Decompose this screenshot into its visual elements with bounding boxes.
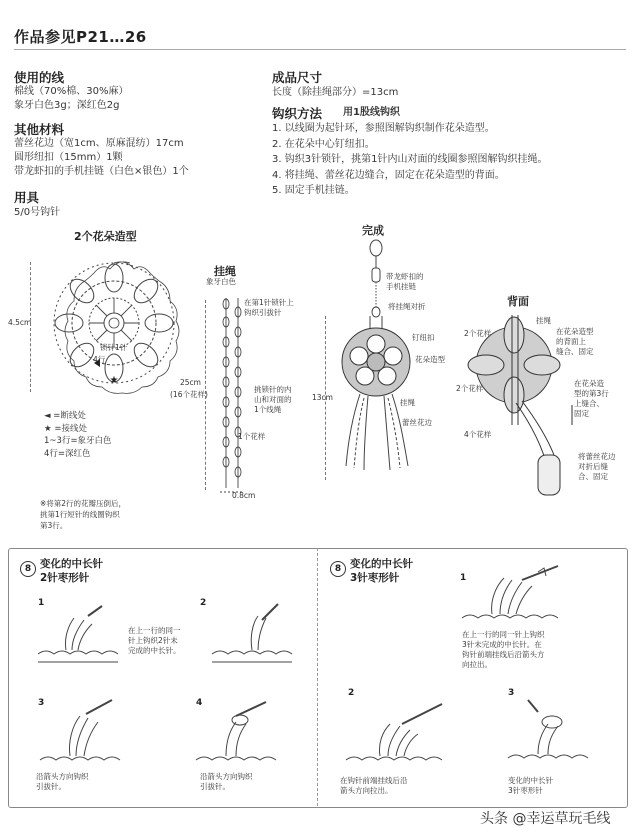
step-illustration-hook: [462, 566, 572, 626]
step-number: 4: [196, 698, 203, 708]
method-step: 1. 以线圈为起针环，参照图解钩织制作花朵造型。: [272, 123, 495, 134]
footnote-line: 第3行。: [40, 521, 68, 530]
finished-label: 钉纽扣: [412, 333, 435, 342]
technique-subtitle: 2针枣形针: [40, 572, 90, 584]
method-step: 5. 固定手机挂链。: [272, 185, 355, 196]
material-line: 蕾丝花边（宽1cm、原麻混纺）17cm: [14, 138, 184, 149]
cord-color: 象牙白色: [206, 277, 236, 286]
cord-pattern-count: (16个花样): [170, 390, 208, 399]
finished-size-heading: 成品尺寸: [272, 70, 323, 85]
back-diagram-title: 背面: [507, 295, 529, 308]
yarn-line: 象牙白色3g；深红色2g: [14, 100, 120, 112]
finished-size-line: 长度（除挂绳部分）=13cm: [272, 87, 399, 98]
finished-label: 手机挂链: [386, 282, 416, 291]
step-text-line: 在钩针前端挂线后沿: [340, 776, 408, 785]
legend-item: ★ =接线处: [44, 423, 87, 434]
step-text: [462, 630, 545, 670]
flower-ring-label: 锁针1针: [100, 343, 128, 352]
step-number: 1: [460, 573, 467, 583]
cord-chain-chart: [212, 292, 252, 502]
method-steps: [272, 121, 547, 199]
step-text: [340, 776, 408, 796]
step-text-line: 沿箭头方向钩织: [200, 772, 253, 781]
back-note-line: 型的第3行: [574, 389, 609, 398]
step-illustration-hook: [212, 610, 302, 670]
other-materials-heading: 其他材料: [14, 122, 65, 137]
material-line: 圆形纽扣（15mm）1颗: [14, 152, 123, 164]
legend-item: 4行=深红色: [44, 448, 91, 459]
back-note3: [578, 452, 616, 482]
footnote-line: ※将第2行的花瓣压倒后，: [40, 499, 127, 508]
finished-label: 将挂绳对折: [388, 302, 426, 311]
method-step: 4. 将挂绳、蕾丝花边缝合，固定在花朵造型的背面。: [272, 169, 505, 181]
cord-note-top: [244, 298, 294, 318]
step-illustration-hook: [196, 708, 286, 772]
cord-note-mid: [254, 385, 292, 415]
step-text-line: 针上钩织2针未: [128, 636, 178, 645]
back-label: 2个花样: [464, 329, 492, 338]
legend-item: ◄ =断线处: [44, 411, 86, 421]
step-illustration-hook: [40, 708, 130, 772]
back-note-line: 将蕾丝花边: [578, 452, 616, 461]
page-title: 作品参见P21…26: [14, 28, 147, 46]
cord-length-label: 25cm: [180, 378, 201, 387]
cord-pattern-unit: 1个花样: [238, 432, 266, 441]
tools-heading: 用具: [14, 190, 40, 205]
step-text-line: 在上一行的同一针上钩织: [462, 630, 545, 639]
step-text-line: 3针未完成的中长针。在: [462, 640, 542, 649]
back-note-line: 固定: [574, 409, 589, 418]
cord-note-line: 1个线绳: [254, 405, 282, 414]
watermark: 头条 @幸运草玩毛线: [480, 811, 611, 827]
step-text: [200, 772, 253, 792]
back-label: 挂绳: [536, 316, 551, 325]
flower-diagram-title: 2个花朵造型: [74, 230, 137, 243]
step-illustration-hook: [346, 708, 456, 772]
footnote-line: 挑第1行短针的线圈钩织: [40, 510, 120, 519]
cord-title: 挂绳: [214, 265, 236, 278]
technique-title: 变化的中长针: [40, 558, 103, 570]
legend-item: 1~3行=象牙白色: [44, 436, 112, 446]
cord-note-line: 在第1针锁针上: [244, 298, 294, 307]
flower-size-label: 4.5cm: [8, 318, 32, 327]
back-note-line: 在花朵造: [574, 379, 604, 388]
step-text-line: 变化的中长针: [508, 776, 553, 785]
step-text-line: 引拔针。: [200, 782, 230, 791]
step-text-line: 箭头方向拉出。: [340, 786, 393, 795]
cord-note-line: 山和对面的: [254, 395, 292, 404]
step-text-line: 完成的中长针。: [128, 646, 181, 655]
title-underline: [14, 49, 626, 50]
step-text-line: 引拔针。: [36, 782, 66, 791]
finished-label: 花朵造型: [415, 355, 445, 364]
step-number: 1: [38, 598, 45, 608]
back-label: 4个花样: [464, 430, 492, 439]
back-note-line: 上缝合、: [574, 399, 604, 408]
step-number: 2: [348, 688, 355, 698]
finished-label: 带龙虾扣的: [386, 272, 424, 281]
cord-note-line: 挑锁针的内: [254, 385, 292, 394]
flower-legend: [44, 410, 112, 460]
method-step: 3. 钩织3针锁针，挑第1针内山对面的线圈参照图解钩织挂绳。: [272, 154, 548, 165]
technique-subtitle: 3针枣形针: [350, 572, 400, 584]
back-note-line: 缝合、固定: [556, 347, 594, 356]
finished-length-label: 13cm: [312, 393, 333, 402]
step-text: [36, 772, 89, 792]
technique-title: 变化的中长针: [350, 558, 413, 570]
technique-panel-divider: [317, 548, 318, 806]
method-subheading: 用1股线钩织: [343, 107, 400, 118]
back-note2: [574, 379, 609, 419]
footnote: [40, 498, 126, 531]
finished-label: 蕾丝花边: [402, 418, 432, 427]
step-text: [128, 626, 181, 656]
material-line: 带龙虾扣的手机挂链（白色×银色）1个: [14, 166, 189, 178]
back-note-line: 在花朵造型: [556, 327, 594, 336]
finished-diagram-title: 完成: [362, 224, 384, 237]
back-note-line: 合、固定: [578, 472, 608, 481]
yarn-list: [14, 85, 128, 113]
cord-width-label: 0.8cm: [232, 491, 256, 500]
technique-number-badge: 8: [20, 561, 36, 577]
tools-line: 5/0号钩针: [14, 207, 61, 218]
method-step: 2. 在花朵中心钉纽扣。: [272, 138, 375, 150]
step-illustration-hook: [508, 706, 598, 770]
cord-note-line: 钩织引拔针: [244, 308, 282, 317]
technique-number-badge: 8: [330, 561, 346, 577]
step-number: 2: [200, 598, 207, 608]
step-text-line: 向拉出。: [462, 660, 492, 669]
step-illustration-hook: [38, 610, 118, 670]
back-note-line: 对折后缝: [578, 462, 608, 471]
step-text-line: 在上一行的同一: [128, 626, 181, 635]
flower-crochet-chart: [34, 245, 194, 405]
yarn-heading: 使用的线: [14, 70, 65, 85]
back-note1: [556, 327, 594, 357]
method-heading: 钩织方法: [272, 106, 323, 121]
flower-rounds-label: 4行: [93, 355, 106, 364]
flower-size-line: [30, 262, 31, 392]
step-number: 3: [38, 698, 45, 708]
step-text-line: 钩针前端挂线后沿箭头方: [462, 650, 545, 659]
back-label: 2个花样: [456, 384, 484, 393]
finished-labels: [386, 272, 424, 292]
finished-label: 挂绳: [400, 398, 415, 407]
step-text: [508, 776, 553, 796]
step-number: 3: [508, 688, 515, 698]
step-text-line: 沿箭头方向钩织: [36, 772, 89, 781]
step-text-line: 3针枣形针: [508, 786, 543, 795]
svg-text:★: ★: [109, 375, 119, 386]
other-materials-list: [14, 137, 189, 180]
yarn-line: 棉线（70%棉、30%麻）: [14, 86, 129, 97]
back-note-line: 的背面上: [556, 337, 586, 346]
